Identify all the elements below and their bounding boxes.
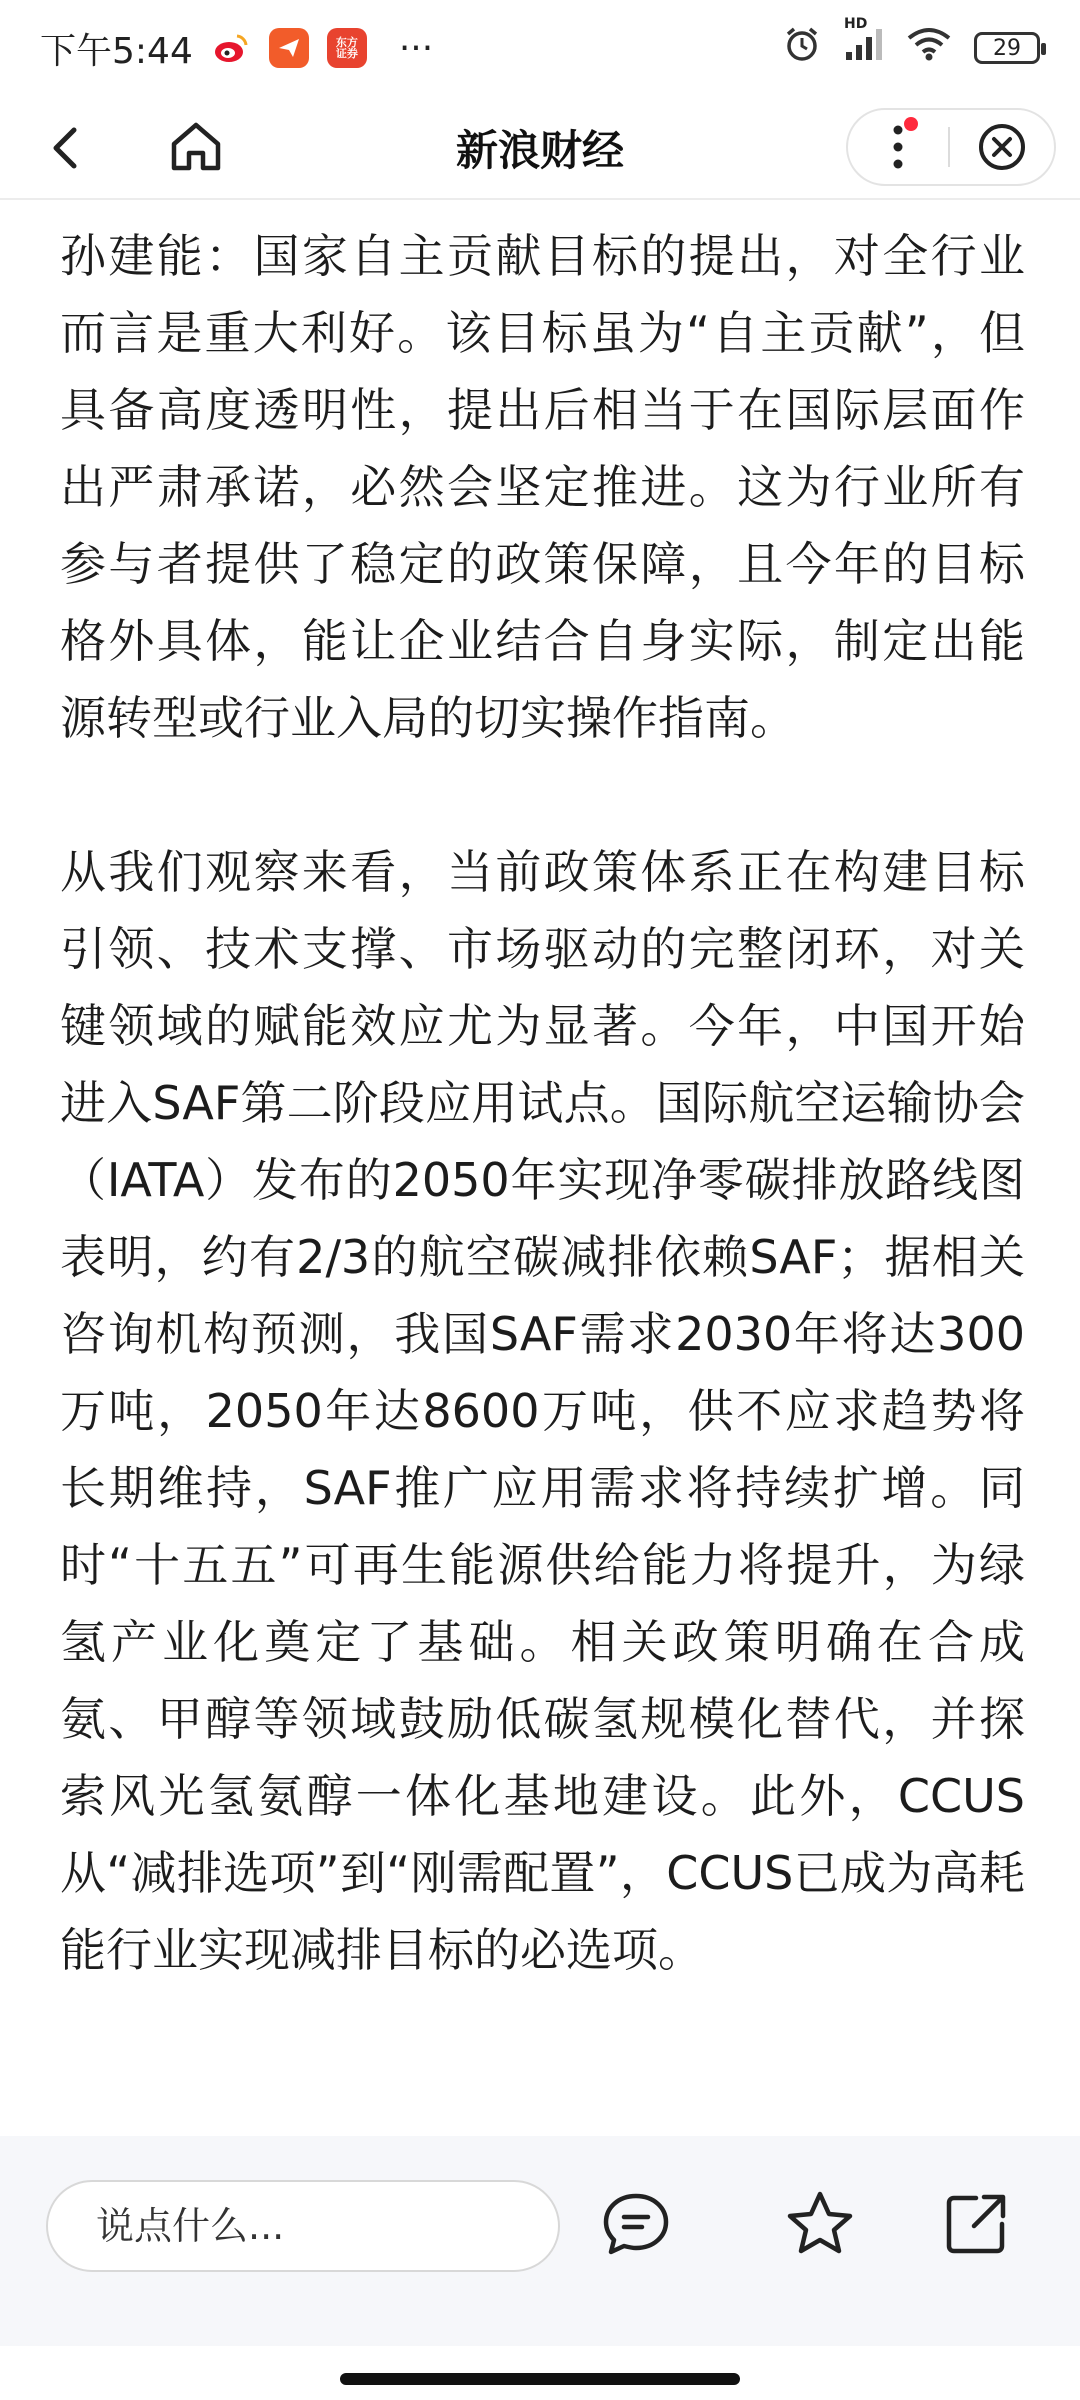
gesture-home-indicator[interactable] [340, 2373, 740, 2385]
comment-button[interactable] [596, 2184, 676, 2264]
page-title: 新浪财经 [455, 126, 624, 175]
wifi-icon [906, 26, 952, 71]
battery-indicator: 29 [974, 32, 1040, 64]
article-body [60, 218, 1025, 2066]
status-right [782, 15, 1040, 73]
mini-program-capsule [846, 108, 1056, 186]
signal-icon: HD [844, 26, 884, 71]
securities-app-icon: 东方 证券 [327, 28, 367, 68]
status-left [40, 23, 433, 74]
share-icon [936, 2184, 1016, 2264]
status-bar [0, 0, 1080, 96]
comment-input[interactable]: 说点什么... [46, 2180, 560, 2272]
header [0, 96, 1080, 200]
more-notifications-indicator: ··· [398, 27, 434, 69]
favorite-button[interactable] [780, 2184, 860, 2264]
more-button[interactable] [848, 110, 948, 184]
send-icon [269, 28, 309, 68]
star-icon [780, 2184, 860, 2264]
alarm-icon [782, 24, 822, 73]
more-vertical-icon [848, 110, 948, 184]
close-button[interactable] [950, 110, 1054, 184]
comment-icon [596, 2184, 676, 2264]
article-paragraph: 孙建能：国家自主贡献目标的提出，对全行业而言是重大利好。该目标虽为“自主贡献”，但具备高度透明性，提出后相当于在国际层面作出严肃承诺，必然会坚定推进。这为行业所有参与者提供了稳定的政策保障，且今年的目标格外具体，能让企业结合自身实际，制定出能源转型或行业入局的切实操作指南。 [60, 229, 1025, 745]
status-time: 下午5:44 [40, 30, 193, 72]
bottom-action-bar [0, 2136, 1080, 2346]
share-button[interactable] [936, 2184, 1016, 2264]
article-paragraph: 从我们观察来看，当前政策体系正在构建目标引领、技术支撑、市场驱动的完整闭环，对关键领域的赋能效应尤为显著。今年，中国开始进入SAF第二阶段应用试点。国际航空运输协会（IATA）发布的2050年实现净零碳排放路线图表明，约有2/3的航空碳减排依赖SAF；据相关咨询机构预测，我国SAF需求2030年将达300万吨，2050年达8600万吨，供不应求趋势将长期维持，SAF推广应用需求将持续扩增。同时“十五五”可再生能源供给能力将提升，为绿氢产业化奠定了基础。相关政策明确在合成氨、甲醇等领域鼓励低碳氢规模化替代，并探索风光氢氨醇一体化基地建设。此外，CCUS从“减排选项”到“刚需配置”，CCUS已成为高耗能行业实现减排目标的必选项。 [60, 845, 1025, 1977]
close-circle-icon [976, 121, 1028, 173]
weibo-icon [211, 28, 251, 68]
